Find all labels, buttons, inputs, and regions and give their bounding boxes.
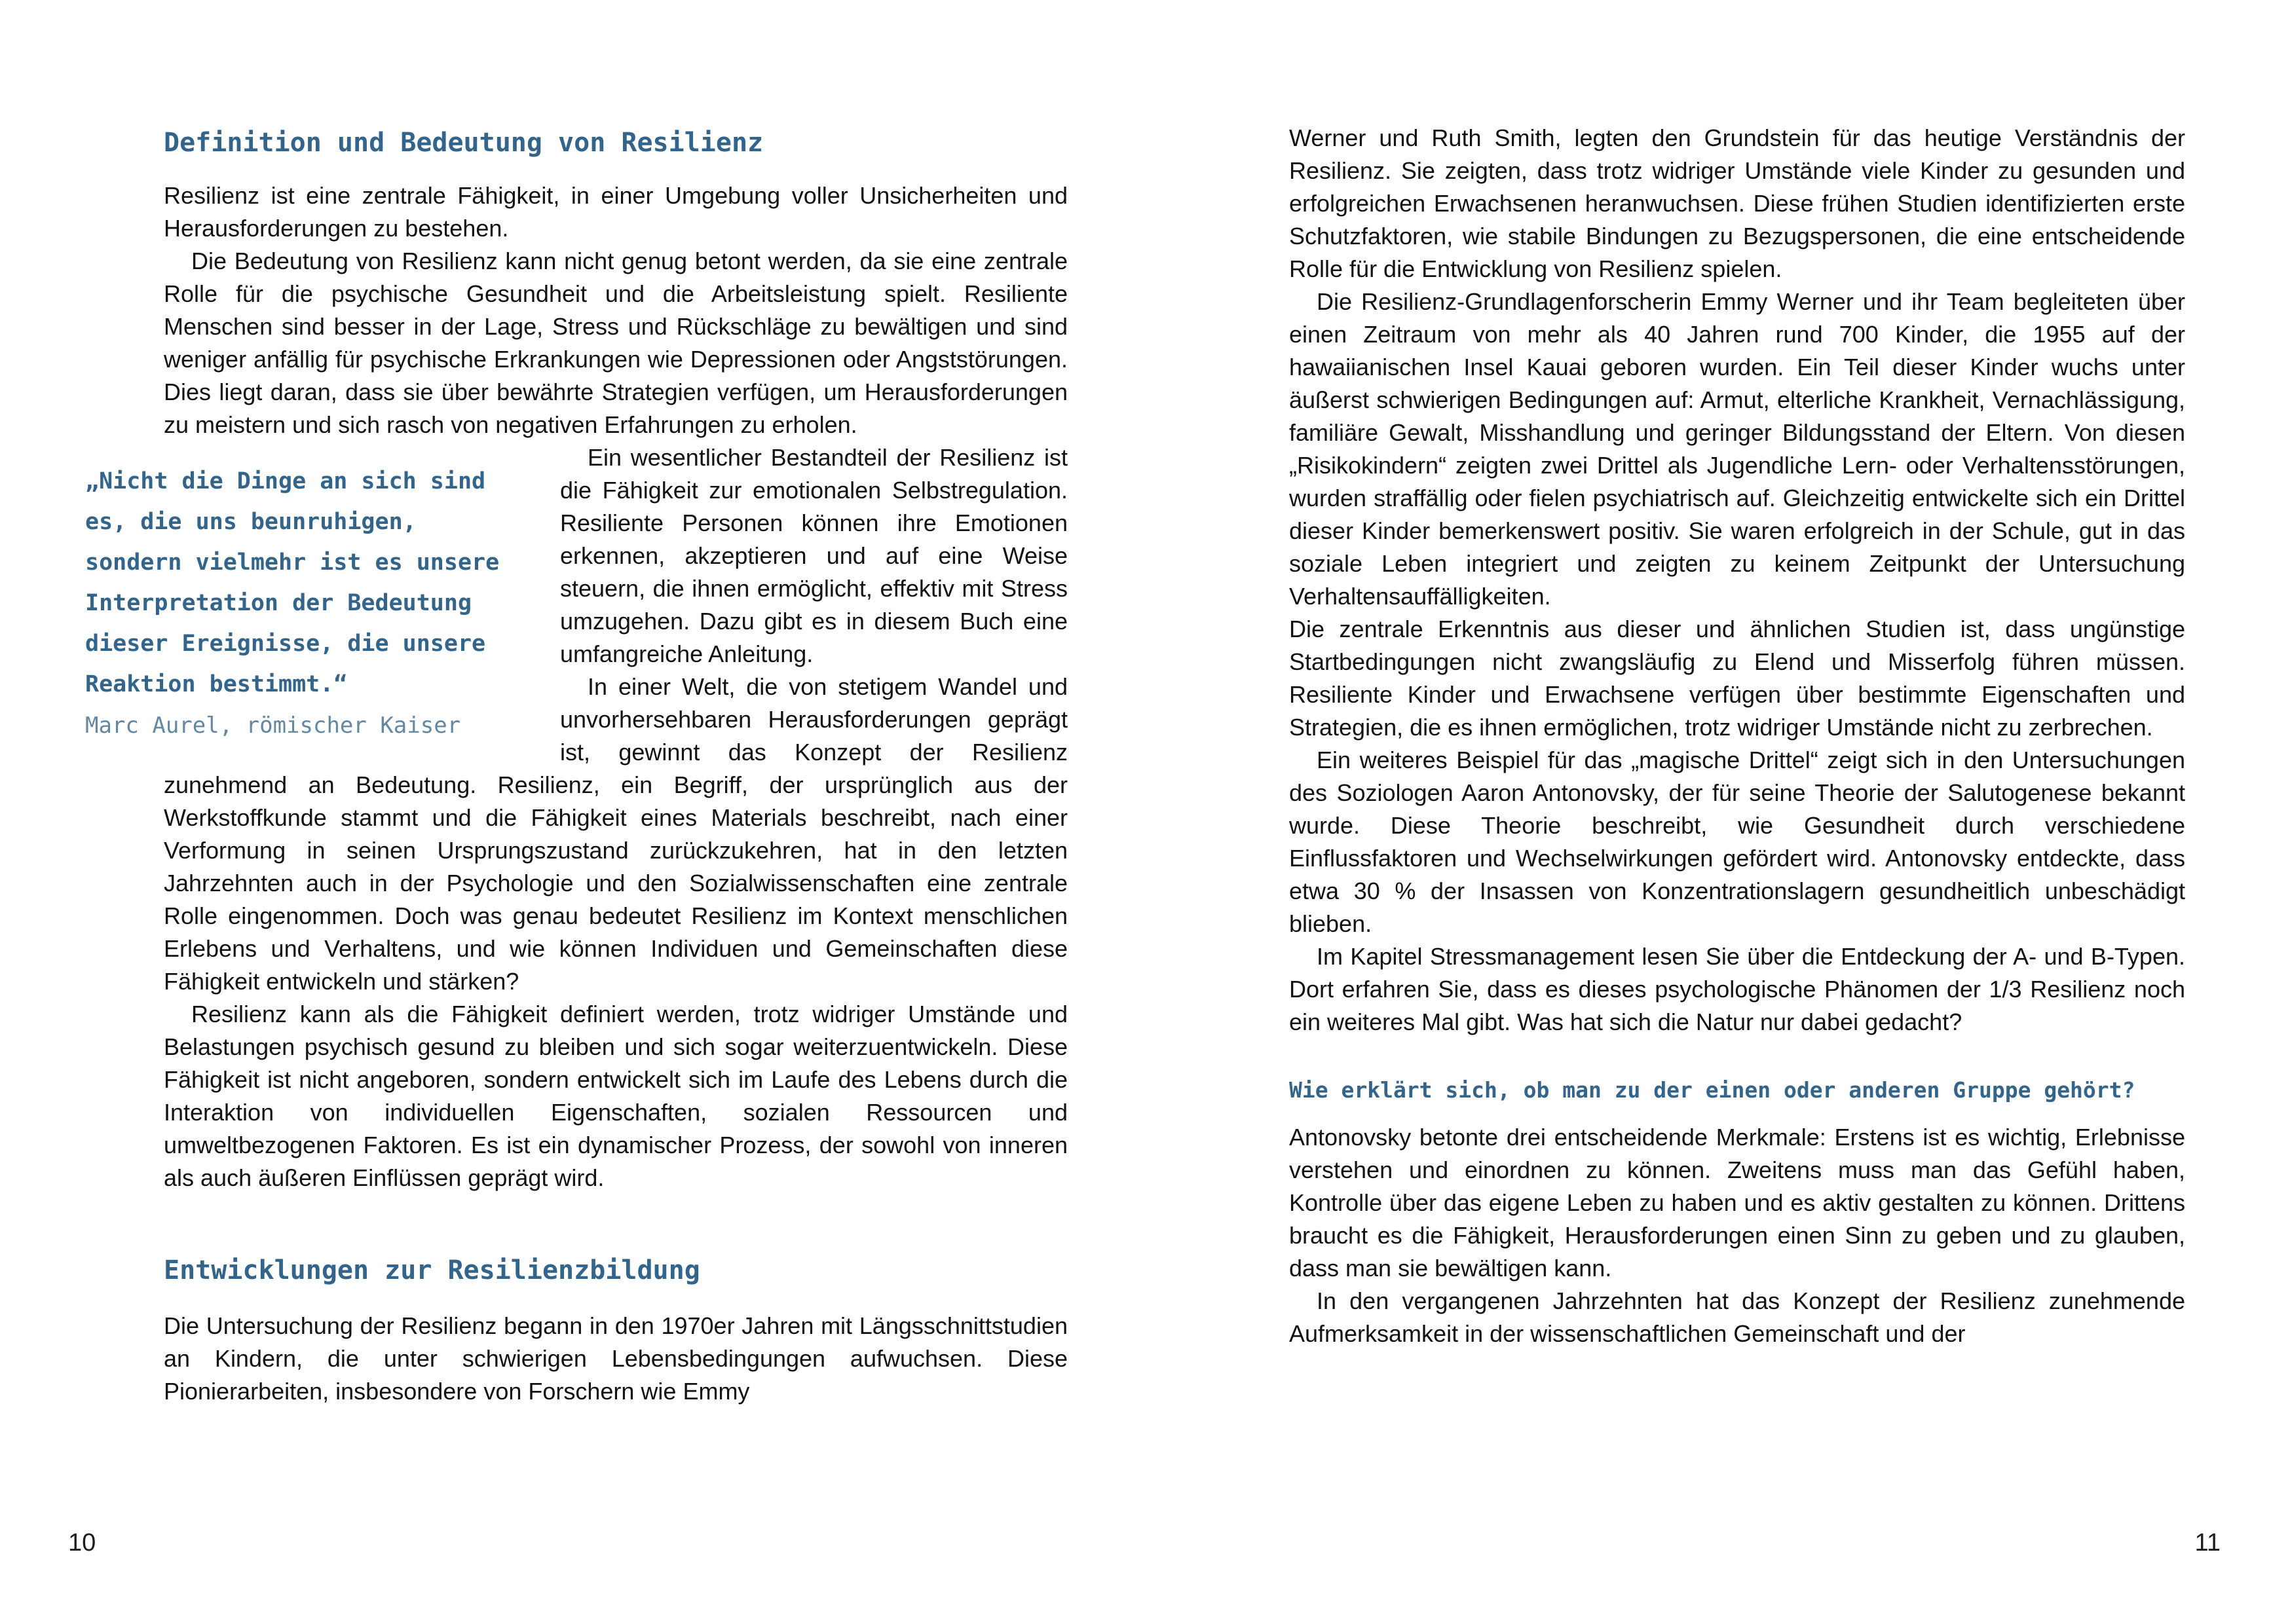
quote-text: „Nicht die Dinge an sich sind es, die uns beunruhigen, sondern vielmehr ist es unsere Interpretation der Bedeutung dieser Ereignisse, die unsere Reaktion bestimmt.“ <box>85 468 500 697</box>
section-heading-entwicklungen: Entwicklungen zur Resilienzbildung <box>164 1255 700 1285</box>
paragraph: Ein weiteres Beispiel für das „magische Drittel“ zeigt sich in den Untersuchungen des Soziologen Aaron Antonovsky, der für seine Theorie der Salutogenese bekannt wurde. Diese Theorie beschreibt, wie Gesundheit durch verschiedene Einflussfaktoren und Wechselwirkungen gefördert wird. Antonovsky entdeckte, dass etwa 30 % der Insassen von Konzentrationslagern gesundheitlich unbeschädigt blieben. <box>1289 747 2185 937</box>
left-text-column <box>85 126 1068 1408</box>
paragraph: Im Kapitel Stressmanagement lesen Sie über die Entdeckung der A- und B-Typen. Dort erfahren Sie, dass es dieses psychologische Phänomen der 1/3 Resilienz noch ein weiteres Mal gibt. Was hat sich die Natur nur dabei gedacht? <box>1289 943 2185 1035</box>
page-number-right: 11 <box>2194 1529 2221 1557</box>
quote-attribution: Marc Aurel, römischer Kaiser <box>85 712 461 739</box>
paragraph: Resilienz ist eine zentrale Fähigkeit, in einer Umgebung voller Unsicherheiten und Herausforderungen zu bestehen. <box>164 182 1068 242</box>
paragraph: Die Untersuchung der Resilienz begann in den 1970er Jahren mit Längsschnittstudien an Kindern, die unter schwierigen Lebensbedingungen aufwuchsen. Diese Pionierarbeiten, insbesondere von Forschern wie Emmy <box>164 1312 1068 1405</box>
paragraph: Werner und Ruth Smith, legten den Grundstein für das heutige Verständnis der Resilienz. Sie zeigten, dass trotz widriger Umstände viele Kinder zu gesunden und erfolgreichen Erwachsenen heranwuchsen. Diese frühen Studien identifizierten erste Schutzfaktoren, wie stabile Bindungen zu Bezugspersonen, die eine entscheidende Rolle für die Entwicklung von Resilienz spielen. <box>1289 124 2185 282</box>
page-number-left: 10 <box>68 1529 96 1557</box>
page-right <box>1145 0 2290 1624</box>
right-text-column <box>1289 122 2185 1350</box>
paragraph: Antonovsky betonte drei entscheidende Merkmale: Erstens ist es wichtig, Erlebnisse verstehen und einordnen zu können. Zweitens muss man das Gefühl haben, Kontrolle über das eigene Leben zu haben und es aktiv gestalten zu können. Drittens braucht es die Fähigkeit, Herausforderungen einen Sinn zu geben und zu glauben, dass man sie bewältigen kann. <box>1289 1124 2185 1282</box>
paragraph: Die Bedeutung von Resilienz kann nicht genug betont werden, da sie eine zentrale Rolle für die psychische Gesundheit und die Arbeitsleistung spielt. Resiliente Menschen sind besser in der Lage, Stress und Rückschläge zu bewältigen und sind weniger anfällig für psychische Erkrankungen wie Depressionen oder Angststörungen. Dies liegt daran, dass sie über bewährte Strategien verfügen, um Herausforderungen zu meistern und sich rasch von negativen Erfahrungen zu erholen. <box>164 248 1068 438</box>
paragraph: Die Resilienz-Grundlagenforscherin Emmy Werner und ihr Team begleiteten über einen Zeitraum von mehr als 40 Jahren rund 700 Kinder, die 1955 auf der hawaiianischen Insel Kauai geboren wurden. Ein Teil dieser Kinder wuchs unter äußerst schwierigen Bedingungen auf: Armut, elterliche Krankheit, Vernachlässigung, familiäre Gewalt, Misshandlung und geringer Bildungsstand der Eltern. Von diesen „Risikokindern“ zeigten zwei Drittel als Jugendliche Lern- oder Verhaltensstörungen, wurden straffällig oder fielen psychiatrisch auf. Gleichzeitig entwickelte sich ein Drittel dieser Kinder bemerkenswert positiv. Sie waren erfolgreich in der Schule, gut in das soziale Leben integriert und zeigten zu keinem Zeitpunkt der Untersuchung Verhaltensauffälligkeiten. <box>1289 288 2185 610</box>
pull-quote-block <box>85 461 508 740</box>
section-heading-definition: Definition und Bedeutung von Resilienz <box>164 128 764 158</box>
paragraph: In einer Welt, die von stetigem Wandel und unvorhersehbaren Herausforderungen geprägt ist, gewinnt das Konzept der Resilienz zunehmend an Bedeutung. Resilienz, ein Begriff, der ursprünglich aus der Werkstoffkunde stammt und die Fähigkeit eines Materials beschreibt, nach einer Verformung in seinen Ursprungszustand zurückzukehren, hat in den letzten Jahrzehnten auch in der Psychologie und den Sozialwissenschaften eine zentrale Rolle eingenommen. Doch was genau bedeutet Resilienz im Kontext menschlichen Erlebens und Verhaltens, und wie können Individuen und Gemeinschaften diese Fähigkeit entwickeln und stärken? <box>164 673 1068 995</box>
paragraph: Ein wesentlicher Bestandteil der Resilienz ist die Fähigkeit zur emotionalen Selbstregulation. Resiliente Personen können ihre Emotionen erkennen, akzeptieren und auf eine Weise steuern, die ihnen ermöglicht, effektiv mit Stress umzugehen. Dazu gibt es in diesem Buch eine umfangreiche Anleitung. <box>560 444 1068 667</box>
paragraph: Resilienz kann als die Fähigkeit definiert werden, trotz widriger Umstände und Belastungen psychisch gesund zu bleiben und sich sogar weiterzuentwickeln. Diese Fähigkeit ist nicht angeboren, sondern entwickelt sich im Laufe des Lebens durch die Interaktion von individuellen Eigenschaften, sozialen Ressourcen und umweltbezogenen Faktoren. Es ist ein dynamischer Prozess, der sowohl von inneren als auch äußeren Einflüssen geprägt wird. <box>164 1001 1068 1191</box>
subheading-question: Wie erklärt sich, ob man zu der einen oder anderen Gruppe gehört? <box>1289 1077 2135 1103</box>
paragraph: Die zentrale Erkenntnis aus dieser und ähnlichen Studien ist, dass ungünstige Startbedingungen nicht zwangsläufig zu Elend und Misserfolg führen müssen. Resiliente Kinder und Erwachsene verfügen über bestimmte Eigenschaften und Strategien, die es ihnen ermöglichen, trotz widriger Umstände nicht zu zerbrechen. <box>1289 616 2185 741</box>
paragraph: In den vergangenen Jahrzehnten hat das Konzept der Resilienz zunehmende Aufmerksamkeit in der wissenschaftlichen Gemeinschaft und der <box>1289 1287 2185 1347</box>
